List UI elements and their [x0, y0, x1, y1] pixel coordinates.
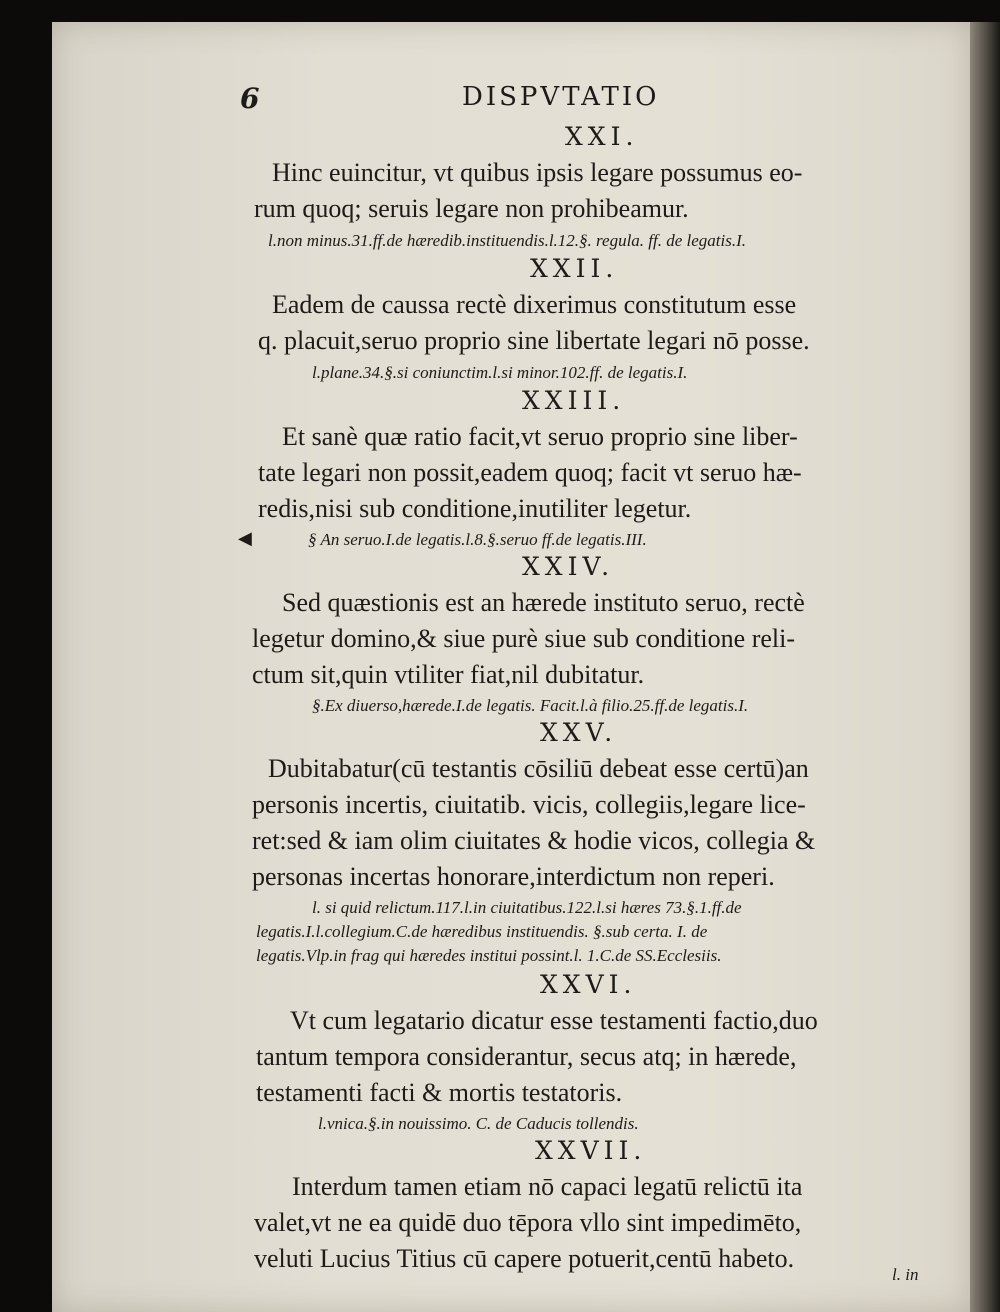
text-line: Hinc euincitur, vt quibus ipsis legare possumus eo-: [272, 158, 803, 187]
text-line: redis,nisi sub conditione,inutiliter legetur.: [258, 494, 692, 523]
text-line: Dubitabatur(cū testantis cōsiliū debeat esse certū)an: [268, 754, 809, 783]
text-line: Interdum tamen etiam nō capaci legatū relictū ita: [292, 1172, 803, 1201]
section-numeral-xxvi: XXVI.: [540, 970, 637, 999]
text-line: legetur domino,& siue purè siue sub conditione reli-: [252, 624, 795, 653]
catchword: l. in: [892, 1265, 919, 1284]
page-gutter-edge: [970, 22, 1000, 1312]
text-line: Vt cum legatario dicatur esse testamenti factio,duo: [290, 1006, 818, 1035]
section-numeral-xxvii: XXVII.: [535, 1136, 647, 1165]
citation: §.Ex diuerso,hærede.I.de legatis. Facit.l.à filio.25.ff.de legatis.I.: [312, 696, 749, 715]
text-line: ret:sed & iam olim ciuitates & hodie vicos, collegia &: [252, 826, 816, 855]
section-numeral-xxv: XXV.: [540, 718, 618, 747]
citation: legatis.I.l.collegium.C.de hæredibus instituendis. §.sub certa. I. de: [256, 922, 708, 941]
text-line: Eadem de caussa rectè dixerimus constitutum esse: [272, 290, 797, 319]
text-line: personis incertis, ciuitatib. vicis, collegiis,legare lice-: [252, 790, 806, 819]
section-numeral-xxiv: XXIV.: [522, 552, 615, 581]
margin-pointer-mark: ◀: [238, 528, 252, 549]
text-line: rum quoq; seruis legare non prohibeamur.: [254, 194, 689, 223]
text-line: testamenti facti & mortis testatoris.: [256, 1078, 623, 1107]
page-number: 6: [240, 82, 260, 115]
text-line: tate legari non possit,eadem quoq; facit vt seruo hæ-: [258, 458, 802, 487]
running-title: DISPVTATIO: [462, 82, 660, 112]
text-line: Sed quæstionis est an hærede instituto seruo, rectè: [282, 588, 805, 617]
text-line: q. placuit,seruo proprio sine libertate legari nō posse.: [258, 326, 810, 355]
citation: § An seruo.I.de legatis.l.8.§.seruo ff.de legatis.III.: [308, 530, 647, 549]
text-line: valet,vt ne ea quidē duo tēpora vllo sint impedimēto,: [254, 1208, 802, 1237]
citation: l.plane.34.§.si coniunctim.l.si minor.102.ff. de legatis.I.: [312, 363, 688, 382]
citation: l.non minus.31.ff.de hæredib.instituendis.l.12.§. regula. ff. de legatis.I.: [268, 231, 747, 250]
text-line: Et sanè quæ ratio facit,vt seruo proprio sine liber-: [282, 422, 798, 451]
text-line: ctum sit,quin vtiliter fiat,nil dubitatur.: [252, 660, 645, 689]
citation: l. si quid relictum.117.l.in ciuitatibus.122.l.si hæres 73.§.1.ff.de: [312, 898, 742, 917]
citation: l.vnica.§.in nouissimo. C. de Caducis tollendis.: [318, 1114, 639, 1133]
text-line: personas incertas honorare,interdictum non reperi.: [252, 862, 775, 891]
section-numeral-xxii: XXII.: [530, 254, 619, 283]
section-numeral-xxi: XXI.: [565, 122, 639, 151]
section-numeral-xxiii: XXIII.: [522, 386, 626, 415]
text-line: veluti Lucius Titius cū capere potuerit,centū habeto.: [254, 1244, 795, 1273]
text-line: tantum tempora considerantur, secus atq; in hærede,: [256, 1042, 797, 1071]
citation: legatis.Vlp.in frag qui hæredes institui possint.l. 1.C.de SS.Ecclesiis.: [256, 946, 722, 965]
